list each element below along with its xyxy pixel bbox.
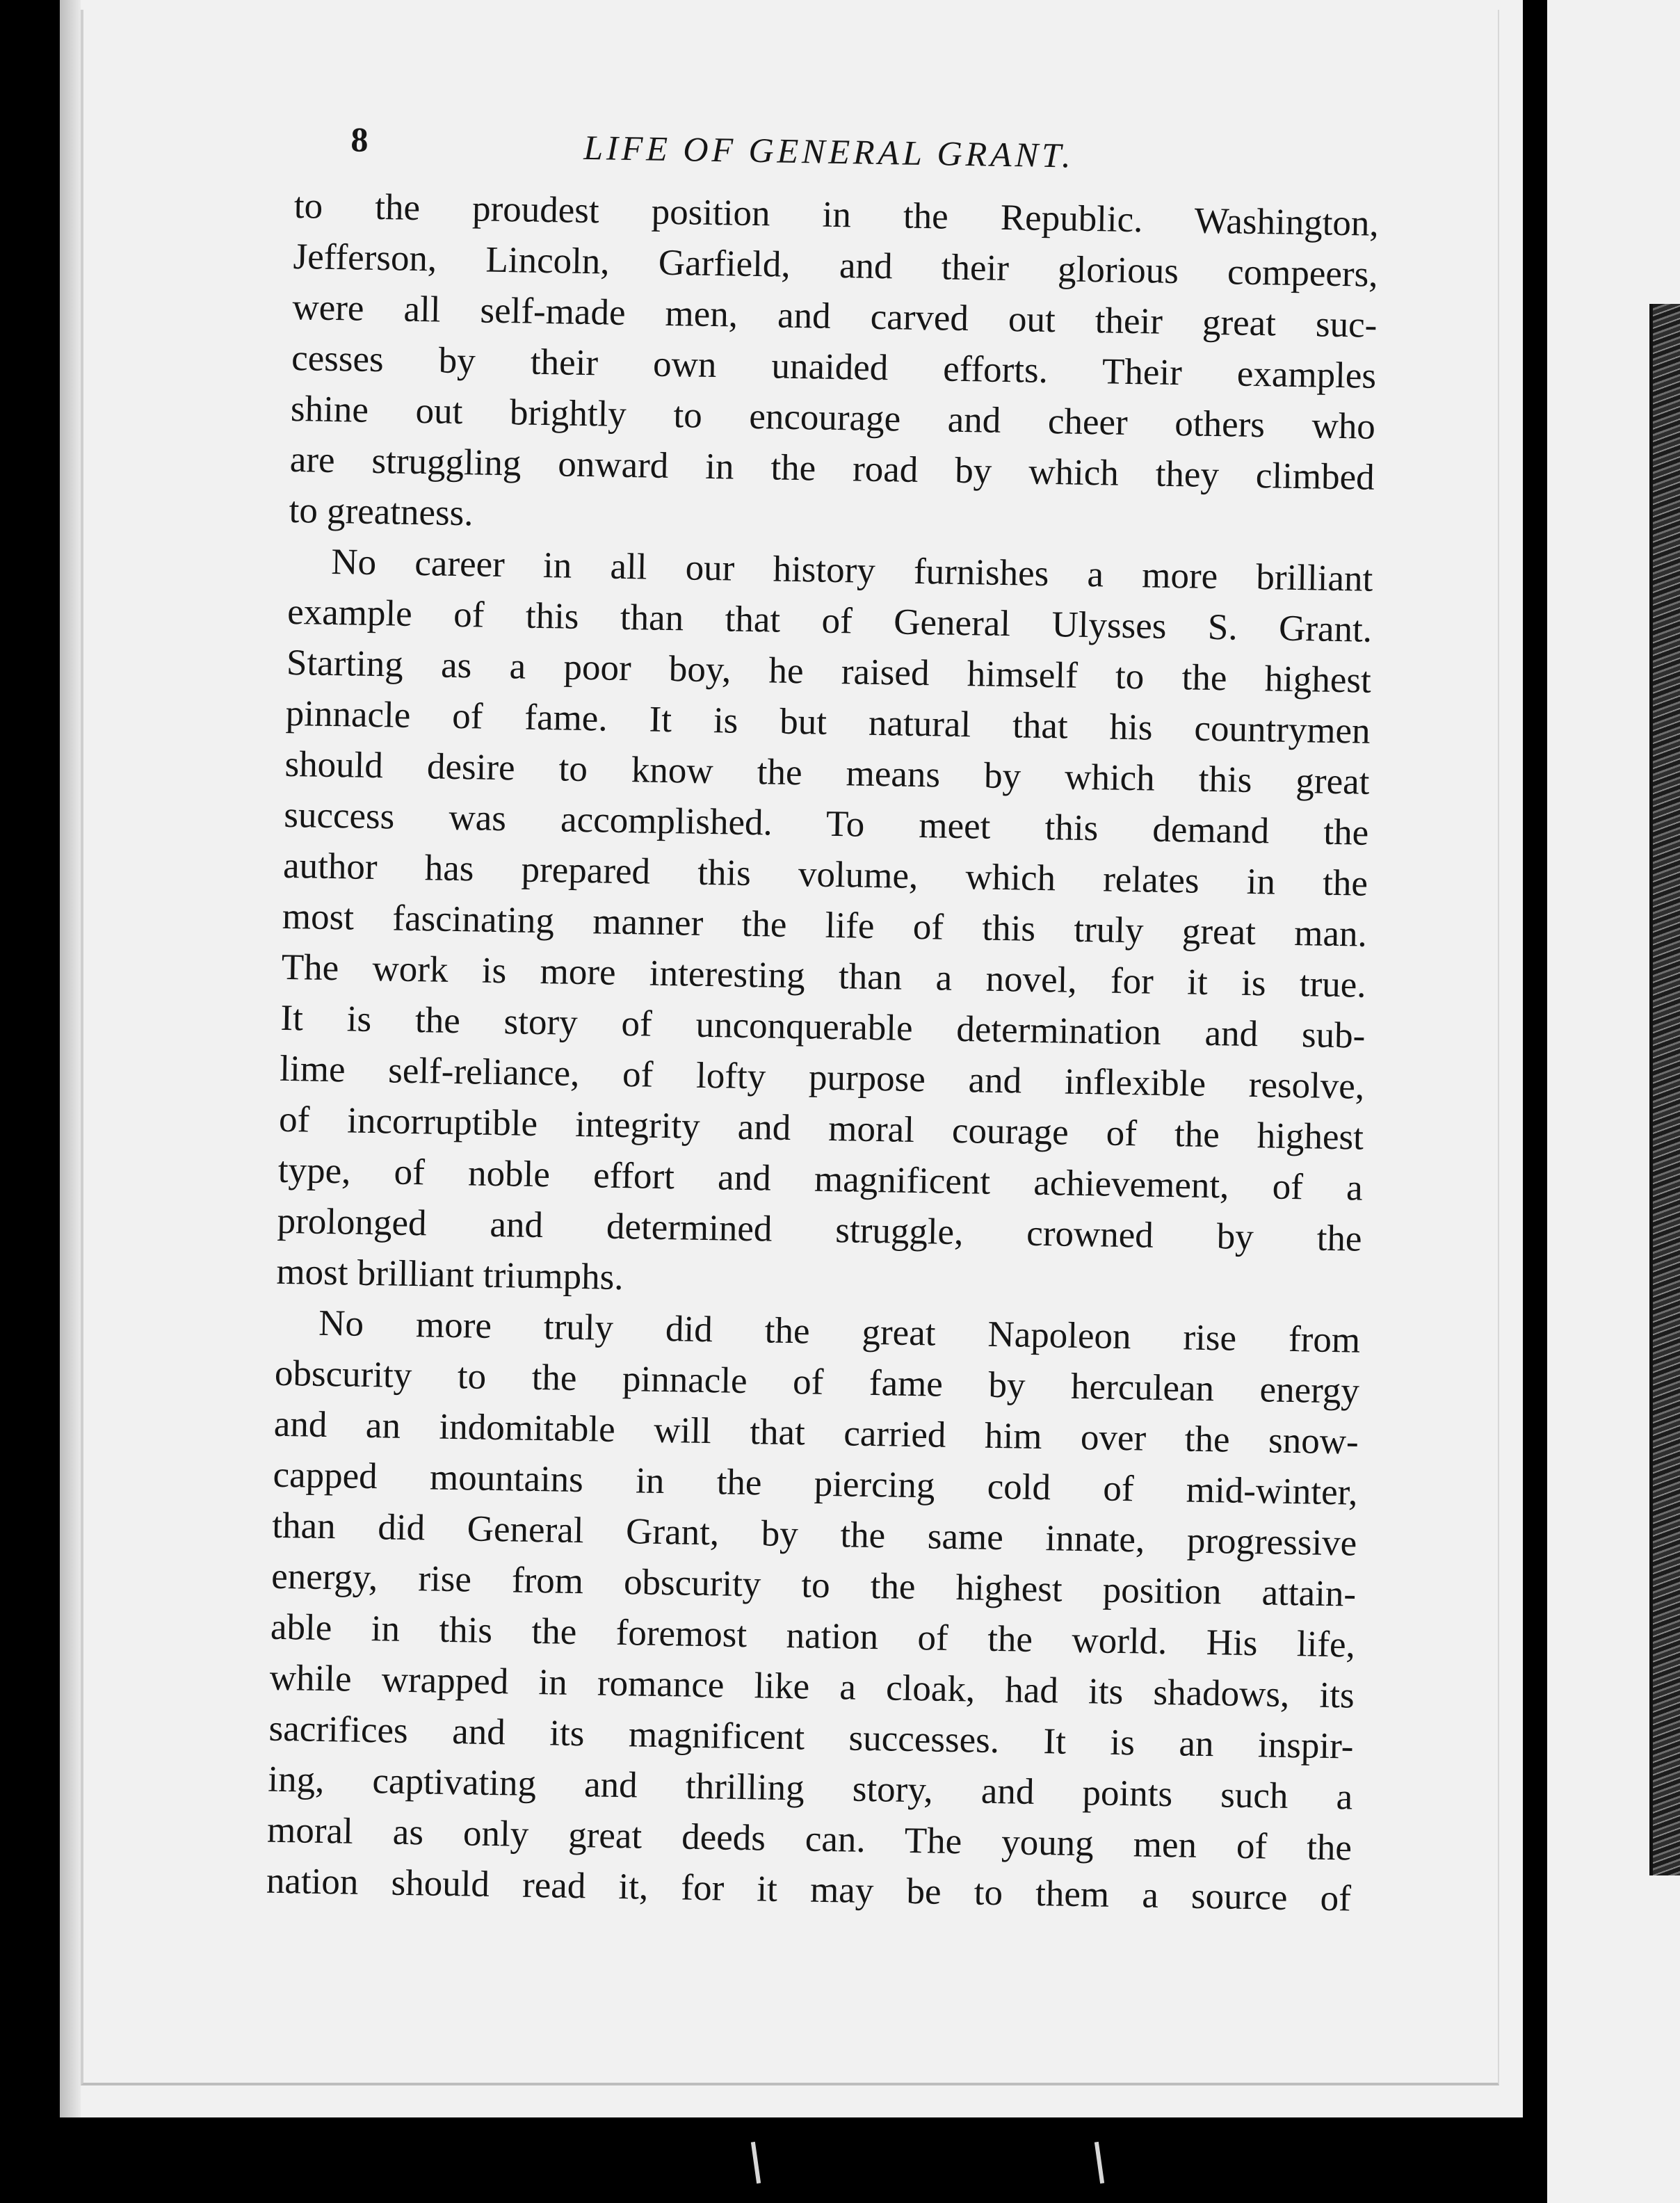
text-line: success was accomplished. To meet this demand the xyxy=(283,794,1369,853)
text-line: obscurity to the pinnacle of fame by herculean energy xyxy=(274,1353,1360,1412)
page-text-block xyxy=(266,118,1380,1925)
text-line: while wrapped in romance like a cloak, had its shadows, its xyxy=(269,1657,1355,1716)
text-line: Jefferson, Lincoln, Garfield, and their glorious compeers, xyxy=(293,236,1378,295)
text-line: shine out brightly to encourage and cheer others who xyxy=(290,388,1376,447)
text-line: than did General Grant, by the same innate, progressive xyxy=(271,1505,1357,1564)
page-edge-shadow xyxy=(60,0,81,2117)
text-line: cesses by their own unaided efforts. Their examples xyxy=(291,337,1377,396)
text-line: pinnacle of fame. It is but natural that his countrymen xyxy=(285,693,1371,752)
text-line: It is the story of unconquerable determination and sub- xyxy=(280,997,1366,1056)
text-line: No career in all our history furnishes a more brilliant xyxy=(330,541,1373,599)
running-title: LIFE OF GENERAL GRANT. xyxy=(583,127,1075,175)
text-line: of incorruptible integrity and moral courage of the highest xyxy=(278,1099,1364,1158)
text-line: able in this the foremost nation of the world. His life, xyxy=(270,1606,1356,1665)
text-line: No more truly did the great Napoleon rise from xyxy=(318,1302,1361,1361)
text-line: are struggling onward in the road by which they climbed xyxy=(289,439,1375,498)
text-line: type, of noble effort and magnificent achievement, of a xyxy=(277,1149,1364,1209)
text-line: moral as only great deeds can. The young men of the xyxy=(266,1809,1352,1869)
adjacent-page-edge xyxy=(1547,0,1680,2203)
adjacent-engraving-strip xyxy=(1649,304,1680,1875)
text-line: to the proudest position in the Republic. Washington, xyxy=(293,185,1380,244)
text-line: Starting as a poor boy, he raised himself to the highest xyxy=(286,642,1372,701)
paragraph-2 xyxy=(276,536,1373,1316)
text-line: most fascinating manner the life of this truly great man. xyxy=(282,896,1368,955)
text-line: author has prepared this volume, which relates in the xyxy=(282,845,1368,904)
text-line: example of this than that of General Ulysses S. Grant. xyxy=(286,591,1373,650)
paragraph-1 xyxy=(289,181,1379,554)
text-line: energy, rise from obscurity to the highest position attain- xyxy=(270,1556,1357,1615)
text-line: lime self-reliance, of lofty purpose and inflexible resolve, xyxy=(279,1048,1365,1107)
text-line: and an indomitable will that carried him over the snow- xyxy=(273,1403,1359,1462)
text-line: to greatness. xyxy=(289,490,474,534)
scan-artifact-mark xyxy=(751,2142,761,2184)
text-line: were all self-made men, and carved out their great suc- xyxy=(292,287,1378,346)
text-line: sacrifices and its magnificent successes. It is an inspir- xyxy=(268,1708,1354,1767)
text-line: The work is more interesting than a novel, for it is true. xyxy=(281,946,1367,1006)
text-line: most brilliant triumphs. xyxy=(276,1251,624,1298)
paragraph-3 xyxy=(266,1298,1360,1925)
text-line: should desire to know the means by which this great xyxy=(284,743,1370,802)
page-number: 8 xyxy=(350,120,369,159)
scan-artifact-mark xyxy=(1095,2142,1104,2184)
text-line: prolonged and determined struggle, crowned by the xyxy=(277,1200,1362,1259)
text-line: capped mountains in the piercing cold of mid-winter, xyxy=(273,1454,1358,1513)
text-line: ing, captivating and thrilling story, and points such a xyxy=(267,1759,1353,1818)
text-line: nation should read it, for it may be to them a source of xyxy=(266,1860,1352,1919)
